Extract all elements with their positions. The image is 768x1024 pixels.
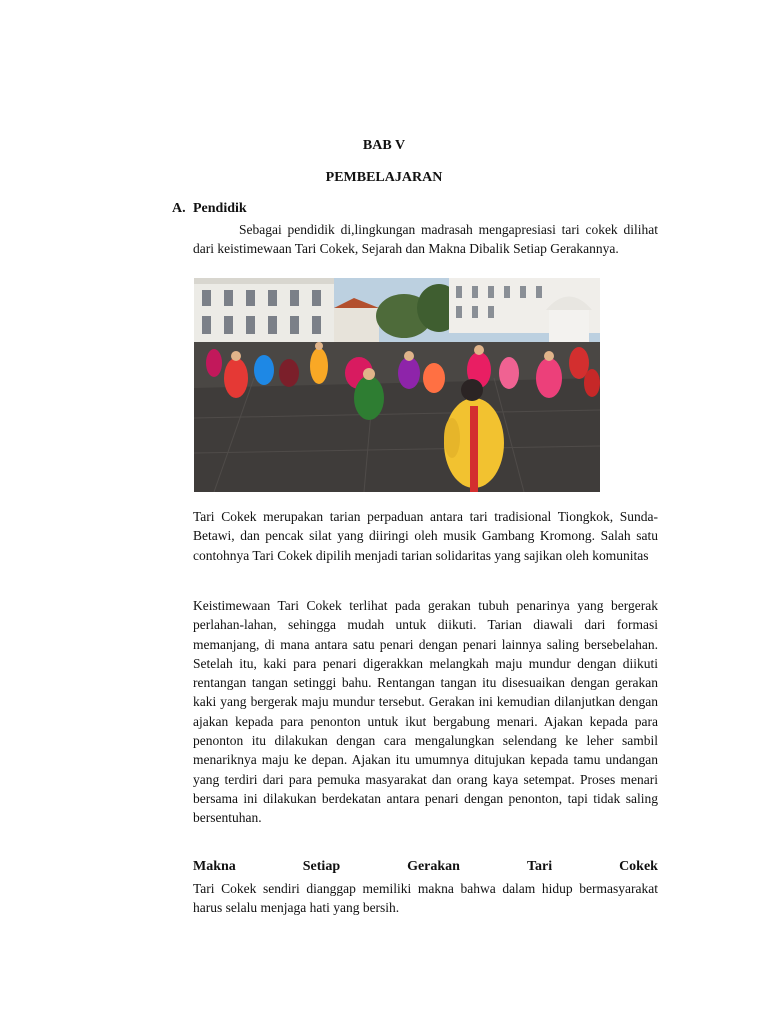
makna-word: Setiap	[302, 859, 341, 874]
makna-word: Gerakan	[407, 859, 460, 874]
makna-word: Tari	[526, 859, 553, 874]
chapter-title: PEMBELAJARAN	[325, 170, 443, 185]
paragraph-2: Keistimewaan Tari Cokek terlihat pada gerakan tubuh penarinya yang bergerak perlahan-lahan, sehingga mudah untuk diikuti. Tarian diawali dari formasi memanjang, di mana antara satu penari dengan penari lainnya saling bersebelahan. Setelah itu, kaki para penari digerakkan melangkah maju mundur dengan diikuti rentangan tangan setinggi bahu. Rentangan tangan itu disesuaikan dengan gerakan kaki yang bergerak maju mundur tersebut. Gerakan ini kemudian dilanjutkan dengan ajakan kepada para penonton untuk ikut bergabung menari. Ajakan kepada para penonton itu dilakukan dengan cara mengalungkan selendang ke leher sambil menariknya maju ke depan. Ajakan itu umumnya ditujukan kepada tamu undangan yang terdiri dari para pemuka masyarakat dan orang kaya setempat. Proses menari bersama ini dilakukan berdekatan antara penari dengan penonton, tapi tidak saling bersentuhan.	[193, 598, 658, 826]
chapter-heading: BAB V	[362, 138, 406, 153]
dancers-illustration	[194, 278, 600, 492]
section-heading	[172, 201, 247, 217]
intro-paragraph: Sebagai pendidik di,lingkungan madrasah mengapresiasi tari cokek dilihat dari keistimewaan Tari Cokek, Sejarah dan Makna Dibalik Setiap Gerakannya.	[193, 222, 658, 257]
paragraph-3: Tari Cokek sendiri dianggap memiliki makna bahwa dalam hidup bermasyarakat harus selalu menjaga hati yang bersih.	[193, 881, 658, 916]
makna-heading	[193, 859, 658, 875]
paragraph-1: Tari Cokek merupakan tarian perpaduan antara tari tradisional Tiongkok, Sunda-Betawi, dan pencak silat yang diiringi oleh musik Gambang Kromong. Salah satu contohnya Tari Cokek dipilih menjadi tarian solidaritas yang sajikan oleh komunitas	[193, 509, 658, 563]
makna-word: Makna	[193, 859, 236, 874]
section-title: Pendidik	[193, 201, 247, 216]
tari-cokek-photo	[194, 278, 600, 492]
section-number: A.	[172, 201, 186, 216]
makna-word: Cokek	[619, 859, 658, 874]
